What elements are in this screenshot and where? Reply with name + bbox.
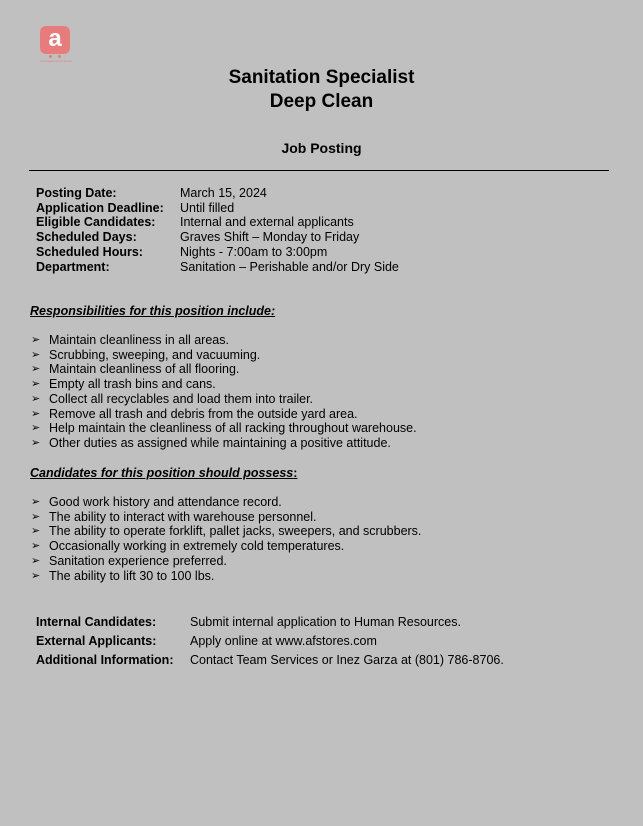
list-item: ➢ Remove all trash and debris from the outside yard area. <box>31 406 358 421</box>
contact-row <box>36 613 504 632</box>
list-item: ➢ Scrubbing, sweeping, and vacuuming. <box>31 347 261 362</box>
arrow-bullet-icon: ➢ <box>31 378 41 391</box>
arrow-bullet-icon: ➢ <box>31 496 41 508</box>
application-contacts <box>36 613 504 670</box>
arrow-bullet-icon: ➢ <box>31 334 41 346</box>
header-divider <box>29 170 609 171</box>
list-item: ➢ Empty all trash bins and cans. <box>31 377 216 392</box>
arrow-bullet-icon: ➢ <box>31 569 41 582</box>
posting-details <box>36 186 399 274</box>
detail-label: Eligible Candidates: <box>36 215 156 230</box>
detail-label: Department: <box>36 259 110 274</box>
list-item: ➢ Other duties as assigned while maintaining a positive attitude. <box>31 435 391 450</box>
logo-letter: a <box>48 25 62 52</box>
list-item: ➢ Collect all recyclables and load them into trailer. <box>31 391 314 406</box>
detail-value: Graves Shift – Monday to Friday <box>180 230 360 245</box>
contact-row <box>36 651 504 670</box>
detail-label: Application Deadline: <box>36 200 164 215</box>
detail-value: March 15, 2024 <box>180 186 267 200</box>
job-title: Sanitation Specialist <box>228 67 415 88</box>
logo-dot-left <box>49 55 52 58</box>
detail-value: Sanitation – Perishable and/or Dry Side <box>180 259 399 274</box>
responsibilities-list <box>31 333 417 451</box>
contact-value: Contact Team Services or Inez Garza at (801) 786-8706. <box>190 653 504 667</box>
list-item: ➢ Maintain cleanliness of all flooring. <box>31 362 240 377</box>
detail-value: Nights - 7:00am to 3:00pm <box>180 244 328 259</box>
list-item: ➢ The ability to interact with warehouse personnel. <box>31 509 317 524</box>
detail-label: Scheduled Hours: <box>36 244 143 259</box>
list-item: ➢ The ability to lift 30 to 100 lbs. <box>31 568 215 583</box>
arrow-bullet-icon: ➢ <box>31 407 41 420</box>
contact-value: Apply online at www.afstores.com <box>190 634 377 648</box>
detail-label: Posting Date: <box>36 186 117 200</box>
detail-value: Until filled <box>180 200 235 215</box>
detail-label: Scheduled Days: <box>36 230 137 245</box>
list-item: ➢ Occasionally working in extremely cold temperatures. <box>31 539 345 554</box>
contact-label: Additional Information: <box>36 653 174 667</box>
arrow-bullet-icon: ➢ <box>31 392 41 405</box>
logo-caption: Associated Food Stores <box>40 59 72 63</box>
detail-row <box>36 245 399 260</box>
list-item: ➢ Good work history and attendance record. <box>31 495 282 509</box>
arrow-bullet-icon: ➢ <box>31 422 41 435</box>
arrow-bullet-icon: ➢ <box>31 554 41 567</box>
detail-row <box>36 215 399 230</box>
detail-row <box>36 201 399 216</box>
job-subtitle: Deep Clean <box>269 91 374 112</box>
contact-label: External Applicants: <box>36 634 157 648</box>
arrow-bullet-icon: ➢ <box>31 510 41 523</box>
contact-value: Submit internal application to Human Resources. <box>190 615 461 629</box>
detail-row <box>36 230 399 245</box>
company-logo <box>30 26 82 66</box>
arrow-bullet-icon: ➢ <box>31 540 41 553</box>
detail-value: Internal and external applicants <box>180 215 354 230</box>
qualifications-list <box>31 495 421 583</box>
detail-row <box>36 260 399 275</box>
list-item: ➢ Help maintain the cleanliness of all racking throughout warehouse. <box>31 421 417 436</box>
arrow-bullet-icon: ➢ <box>31 348 41 361</box>
detail-row <box>36 186 399 201</box>
logo-dot-right <box>58 55 61 58</box>
contact-row <box>36 632 504 651</box>
list-item: ➢ The ability to operate forklift, pallet jacks, sweepers, and scrubbers. <box>31 524 422 539</box>
contact-label: Internal Candidates: <box>36 615 157 629</box>
responsibilities-heading: Responsibilities for this position include: <box>30 304 276 318</box>
qualifications-heading: Candidates for this position should possess: <box>30 466 298 480</box>
list-item: ➢ Sanitation experience preferred. <box>31 553 227 568</box>
logo-badge <box>40 26 70 54</box>
list-item: ➢ Maintain cleanliness in all areas. <box>31 333 229 347</box>
arrow-bullet-icon: ➢ <box>31 363 41 376</box>
document-type-heading: Job Posting <box>281 140 362 156</box>
arrow-bullet-icon: ➢ <box>31 525 41 538</box>
arrow-bullet-icon: ➢ <box>31 436 41 449</box>
